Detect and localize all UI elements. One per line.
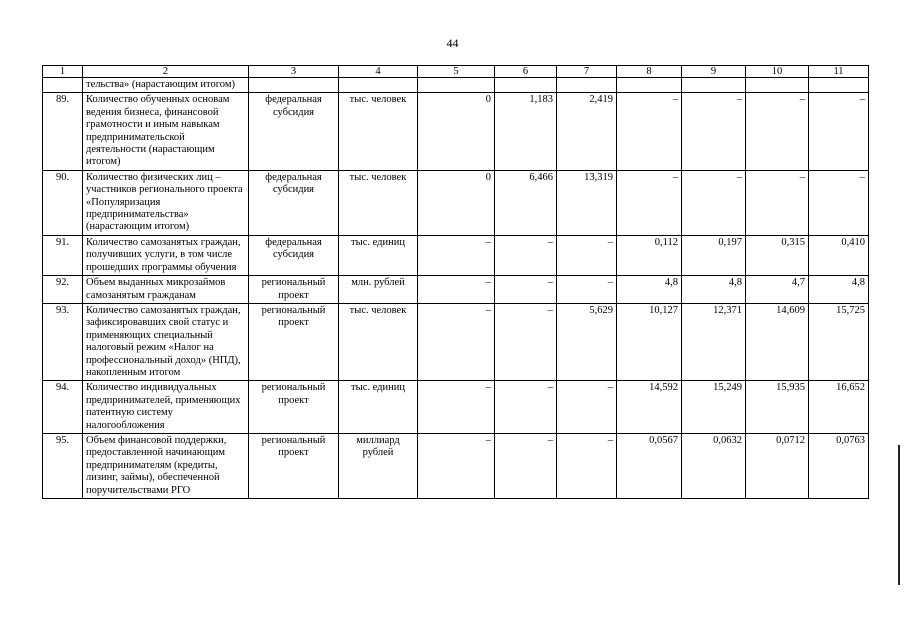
unit-of-measure bbox=[339, 78, 418, 93]
table-row bbox=[43, 78, 869, 93]
funding-source: региональный проект bbox=[249, 276, 339, 304]
value-cell: 14,609 bbox=[746, 303, 809, 380]
value-cell: – bbox=[746, 170, 809, 235]
row-number: 91. bbox=[43, 235, 83, 275]
value-cell: – bbox=[418, 303, 495, 380]
value-cell: – bbox=[495, 276, 557, 304]
funding-source: региональный проект bbox=[249, 303, 339, 380]
value-cell: 5,629 bbox=[557, 303, 617, 380]
unit-of-measure: тыс. человек bbox=[339, 303, 418, 380]
indicator-name: Объем финансовой поддержки, предоставленной начинающим предпринимателям (кредиты, лизинг, займы), обеспеченной поручительствами РГО bbox=[83, 433, 249, 498]
value-cell: – bbox=[617, 170, 682, 235]
unit-of-measure: тыс. человек bbox=[339, 93, 418, 170]
column-number: 8 bbox=[617, 66, 682, 78]
value-cell bbox=[418, 78, 495, 93]
value-cell: 14,592 bbox=[617, 381, 682, 434]
column-number: 4 bbox=[339, 66, 418, 78]
value-cell: 0,410 bbox=[809, 235, 869, 275]
indicator-name: Количество самозанятых граждан, получивших услуги, в том числе прошедших программы обучения bbox=[83, 235, 249, 275]
value-cell: 0,112 bbox=[617, 235, 682, 275]
table-row bbox=[43, 93, 869, 170]
column-number: 1 bbox=[43, 66, 83, 78]
value-cell: – bbox=[746, 93, 809, 170]
table-row bbox=[43, 276, 869, 304]
column-number: 3 bbox=[249, 66, 339, 78]
value-cell bbox=[746, 78, 809, 93]
unit-of-measure: млн. рублей bbox=[339, 276, 418, 304]
value-cell: 0 bbox=[418, 93, 495, 170]
scan-edge-line bbox=[898, 445, 900, 585]
column-number: 10 bbox=[746, 66, 809, 78]
value-cell: – bbox=[495, 303, 557, 380]
column-number: 2 bbox=[83, 66, 249, 78]
value-cell: – bbox=[809, 170, 869, 235]
value-cell: 2,419 bbox=[557, 93, 617, 170]
unit-of-measure: миллиард рублей bbox=[339, 433, 418, 498]
column-number: 11 bbox=[809, 66, 869, 78]
value-cell: 1,183 bbox=[495, 93, 557, 170]
indicator-name: Количество самозанятых граждан, зафиксировавших свой статус и применяющих специальный налоговый режим «Налог на профессиональный доход» (НПД), накопленным итогом bbox=[83, 303, 249, 380]
table-row bbox=[43, 381, 869, 434]
unit-of-measure: тыс. единиц bbox=[339, 381, 418, 434]
row-number: 92. bbox=[43, 276, 83, 304]
column-number: 5 bbox=[418, 66, 495, 78]
indicator-name: Количество обученных основам ведения бизнеса, финансовой грамотности и иным навыкам предпринимательской деятельности (нарастающим итогом) bbox=[83, 93, 249, 170]
value-cell bbox=[682, 78, 746, 93]
row-number: 89. bbox=[43, 93, 83, 170]
value-cell: – bbox=[557, 433, 617, 498]
funding-source: региональный проект bbox=[249, 381, 339, 434]
value-cell: 10,127 bbox=[617, 303, 682, 380]
value-cell: – bbox=[617, 93, 682, 170]
funding-source: федеральная субсидия bbox=[249, 235, 339, 275]
value-cell: – bbox=[495, 381, 557, 434]
value-cell: – bbox=[418, 235, 495, 275]
value-cell: 0,0567 bbox=[617, 433, 682, 498]
value-cell: 6,466 bbox=[495, 170, 557, 235]
value-cell: 0,197 bbox=[682, 235, 746, 275]
funding-source: региональный проект bbox=[249, 433, 339, 498]
value-cell: 15,249 bbox=[682, 381, 746, 434]
table-row bbox=[43, 170, 869, 235]
funding-source: федеральная субсидия bbox=[249, 93, 339, 170]
value-cell: – bbox=[682, 170, 746, 235]
value-cell: – bbox=[809, 93, 869, 170]
value-cell: 0 bbox=[418, 170, 495, 235]
value-cell: – bbox=[557, 381, 617, 434]
row-number: 90. bbox=[43, 170, 83, 235]
column-number-row bbox=[43, 66, 869, 78]
indicator-name: тельства» (нарастающим итогом) bbox=[83, 78, 249, 93]
value-cell: – bbox=[557, 235, 617, 275]
value-cell bbox=[557, 78, 617, 93]
column-number: 6 bbox=[495, 66, 557, 78]
value-cell: 13,319 bbox=[557, 170, 617, 235]
indicator-name: Объем выданных микрозаймов самозанятым гражданам bbox=[83, 276, 249, 304]
value-cell: 12,371 bbox=[682, 303, 746, 380]
funding-source: федеральная субсидия bbox=[249, 170, 339, 235]
value-cell: 0,0763 bbox=[809, 433, 869, 498]
row-number: 93. bbox=[43, 303, 83, 380]
value-cell: 15,935 bbox=[746, 381, 809, 434]
indicator-name: Количество физических лиц – участников регионального проекта «Популяризация предпринимательства» (нарастающим итогом) bbox=[83, 170, 249, 235]
row-number: 94. bbox=[43, 381, 83, 434]
row-number: 95. bbox=[43, 433, 83, 498]
value-cell: – bbox=[682, 93, 746, 170]
page-number: 44 bbox=[446, 36, 459, 50]
indicator-name: Количество индивидуальных предпринимателей, применяющих патентную систему налогообложения bbox=[83, 381, 249, 434]
value-cell bbox=[495, 78, 557, 93]
value-cell: 15,725 bbox=[809, 303, 869, 380]
value-cell: 4,7 bbox=[746, 276, 809, 304]
value-cell bbox=[809, 78, 869, 93]
value-cell: 4,8 bbox=[617, 276, 682, 304]
table-row bbox=[43, 303, 869, 380]
value-cell: – bbox=[557, 276, 617, 304]
row-number bbox=[43, 78, 83, 93]
value-cell: 0,0712 bbox=[746, 433, 809, 498]
value-cell bbox=[617, 78, 682, 93]
value-cell: – bbox=[418, 276, 495, 304]
column-number: 7 bbox=[557, 66, 617, 78]
value-cell: 16,652 bbox=[809, 381, 869, 434]
indicators-table bbox=[42, 65, 869, 499]
value-cell: 0,0632 bbox=[682, 433, 746, 498]
table-row bbox=[43, 433, 869, 498]
value-cell: – bbox=[418, 381, 495, 434]
value-cell: 4,8 bbox=[809, 276, 869, 304]
value-cell: – bbox=[495, 433, 557, 498]
value-cell: – bbox=[495, 235, 557, 275]
value-cell: 4,8 bbox=[682, 276, 746, 304]
funding-source bbox=[249, 78, 339, 93]
column-number: 9 bbox=[682, 66, 746, 78]
unit-of-measure: тыс. человек bbox=[339, 170, 418, 235]
value-cell: 0,315 bbox=[746, 235, 809, 275]
value-cell: – bbox=[418, 433, 495, 498]
unit-of-measure: тыс. единиц bbox=[339, 235, 418, 275]
table-row bbox=[43, 235, 869, 275]
